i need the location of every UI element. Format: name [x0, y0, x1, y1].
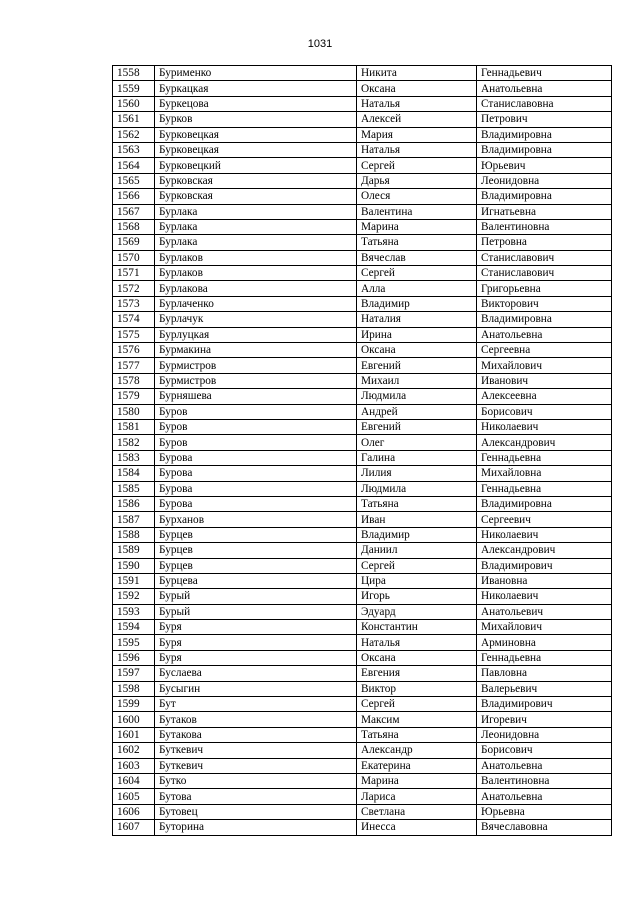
first-name-cell: Мария	[357, 127, 477, 142]
row-number-cell: 1597	[113, 666, 155, 681]
table-row	[113, 204, 612, 219]
first-name-cell: Инесса	[357, 820, 477, 835]
row-number-cell: 1607	[113, 820, 155, 835]
row-number-cell: 1567	[113, 204, 155, 219]
patronymic-cell: Николаевич	[477, 527, 612, 542]
patronymic-cell: Юрьевич	[477, 158, 612, 173]
surname-cell: Бурлаков	[155, 250, 357, 265]
row-number-cell: 1566	[113, 189, 155, 204]
table-row	[113, 496, 612, 511]
row-number-cell: 1606	[113, 804, 155, 819]
patronymic-cell: Михайловна	[477, 466, 612, 481]
first-name-cell: Даниил	[357, 543, 477, 558]
row-number-cell: 1600	[113, 712, 155, 727]
table-row	[113, 481, 612, 496]
row-number-cell: 1563	[113, 142, 155, 157]
patronymic-cell: Станиславовна	[477, 96, 612, 111]
table-row	[113, 681, 612, 696]
patronymic-cell: Вячеславовна	[477, 820, 612, 835]
surname-cell: Буткевич	[155, 758, 357, 773]
first-name-cell: Екатерина	[357, 758, 477, 773]
first-name-cell: Владимир	[357, 296, 477, 311]
patronymic-cell: Геннадьевна	[477, 481, 612, 496]
first-name-cell: Наталья	[357, 635, 477, 650]
patronymic-cell: Александрович	[477, 543, 612, 558]
row-number-cell: 1574	[113, 312, 155, 327]
table-row	[113, 81, 612, 96]
row-number-cell: 1568	[113, 219, 155, 234]
patronymic-cell: Борисович	[477, 743, 612, 758]
patronymic-cell: Леонидовна	[477, 727, 612, 742]
first-name-cell: Наталия	[357, 312, 477, 327]
table-row	[113, 343, 612, 358]
row-number-cell: 1596	[113, 650, 155, 665]
surname-cell: Бусыгин	[155, 681, 357, 696]
table-row	[113, 235, 612, 250]
surname-cell: Бурлакова	[155, 281, 357, 296]
row-number-cell: 1598	[113, 681, 155, 696]
first-name-cell: Александр	[357, 743, 477, 758]
table-row	[113, 435, 612, 450]
table-row	[113, 789, 612, 804]
patronymic-cell: Владимировна	[477, 312, 612, 327]
surname-cell: Бурова	[155, 481, 357, 496]
patronymic-cell: Геннадьевна	[477, 450, 612, 465]
table-row	[113, 466, 612, 481]
patronymic-cell: Владимировна	[477, 496, 612, 511]
table-row	[113, 635, 612, 650]
row-number-cell: 1593	[113, 604, 155, 619]
table-row	[113, 820, 612, 835]
first-name-cell: Сергей	[357, 158, 477, 173]
first-name-cell: Оксана	[357, 81, 477, 96]
first-name-cell: Андрей	[357, 404, 477, 419]
first-name-cell: Светлана	[357, 804, 477, 819]
table-row	[113, 620, 612, 635]
surname-cell: Бурова	[155, 496, 357, 511]
surname-cell: Бурковская	[155, 173, 357, 188]
row-number-cell: 1572	[113, 281, 155, 296]
patronymic-cell: Владимирович	[477, 558, 612, 573]
patronymic-cell: Михайлович	[477, 358, 612, 373]
surname-cell: Бут	[155, 697, 357, 712]
patronymic-cell: Анатольевна	[477, 81, 612, 96]
patronymic-cell: Владимирович	[477, 697, 612, 712]
first-name-cell: Татьяна	[357, 727, 477, 742]
surname-cell: Бурова	[155, 466, 357, 481]
row-number-cell: 1595	[113, 635, 155, 650]
patronymic-cell: Геннадьевна	[477, 650, 612, 665]
surname-cell: Бурковецкий	[155, 158, 357, 173]
first-name-cell: Алексей	[357, 112, 477, 127]
surname-cell: Бурлачук	[155, 312, 357, 327]
first-name-cell: Сергей	[357, 558, 477, 573]
row-number-cell: 1601	[113, 727, 155, 742]
row-number-cell: 1587	[113, 512, 155, 527]
table-row	[113, 727, 612, 742]
surname-cell: Буров	[155, 435, 357, 450]
row-number-cell: 1592	[113, 589, 155, 604]
surname-cell: Бурцев	[155, 558, 357, 573]
first-name-cell: Цира	[357, 573, 477, 588]
patronymic-cell: Станиславович	[477, 250, 612, 265]
first-name-cell: Наталья	[357, 142, 477, 157]
surname-cell: Бурмакина	[155, 343, 357, 358]
surname-cell: Бурлака	[155, 219, 357, 234]
row-number-cell: 1604	[113, 773, 155, 788]
patronymic-cell: Владимировна	[477, 189, 612, 204]
surname-cell: Бурковецкая	[155, 127, 357, 142]
table-row	[113, 219, 612, 234]
row-number-cell: 1605	[113, 789, 155, 804]
table-row	[113, 358, 612, 373]
surname-cell: Буров	[155, 419, 357, 434]
patronymic-cell: Ивановна	[477, 573, 612, 588]
table-row	[113, 404, 612, 419]
first-name-cell: Галина	[357, 450, 477, 465]
surname-cell: Бутовец	[155, 804, 357, 819]
table-row	[113, 66, 612, 81]
row-number-cell: 1561	[113, 112, 155, 127]
table-row	[113, 589, 612, 604]
surname-cell: Буторина	[155, 820, 357, 835]
row-number-cell: 1602	[113, 743, 155, 758]
roster-table	[112, 65, 612, 836]
first-name-cell: Никита	[357, 66, 477, 81]
patronymic-cell: Григорьевна	[477, 281, 612, 296]
table-row	[113, 697, 612, 712]
first-name-cell: Ирина	[357, 327, 477, 342]
surname-cell: Бурлуцкая	[155, 327, 357, 342]
table-row	[113, 604, 612, 619]
table-row	[113, 543, 612, 558]
row-number-cell: 1603	[113, 758, 155, 773]
patronymic-cell: Петровна	[477, 235, 612, 250]
surname-cell: Бутаков	[155, 712, 357, 727]
row-number-cell: 1580	[113, 404, 155, 419]
first-name-cell: Марина	[357, 219, 477, 234]
table-row	[113, 296, 612, 311]
patronymic-cell: Игоревич	[477, 712, 612, 727]
table-row	[113, 173, 612, 188]
patronymic-cell: Анатольевна	[477, 758, 612, 773]
first-name-cell: Татьяна	[357, 496, 477, 511]
first-name-cell: Людмила	[357, 389, 477, 404]
surname-cell: Бурцев	[155, 527, 357, 542]
patronymic-cell: Арминовна	[477, 635, 612, 650]
row-number-cell: 1584	[113, 466, 155, 481]
surname-cell: Буткевич	[155, 743, 357, 758]
table-row	[113, 250, 612, 265]
surname-cell: Бурханов	[155, 512, 357, 527]
first-name-cell: Вячеслав	[357, 250, 477, 265]
first-name-cell: Иван	[357, 512, 477, 527]
patronymic-cell: Николаевич	[477, 589, 612, 604]
row-number-cell: 1562	[113, 127, 155, 142]
first-name-cell: Лариса	[357, 789, 477, 804]
patronymic-cell: Леонидовна	[477, 173, 612, 188]
table-row	[113, 743, 612, 758]
surname-cell: Буслаева	[155, 666, 357, 681]
table-row	[113, 650, 612, 665]
first-name-cell: Евгений	[357, 358, 477, 373]
table-row	[113, 312, 612, 327]
patronymic-cell: Павловна	[477, 666, 612, 681]
table-row	[113, 373, 612, 388]
patronymic-cell: Сергеевна	[477, 343, 612, 358]
table-row	[113, 712, 612, 727]
surname-cell: Бурова	[155, 450, 357, 465]
table-row	[113, 666, 612, 681]
row-number-cell: 1565	[113, 173, 155, 188]
first-name-cell: Алла	[357, 281, 477, 296]
table-row	[113, 573, 612, 588]
table-row	[113, 527, 612, 542]
row-number-cell: 1589	[113, 543, 155, 558]
table-row	[113, 389, 612, 404]
row-number-cell: 1573	[113, 296, 155, 311]
surname-cell: Бурлака	[155, 204, 357, 219]
patronymic-cell: Валентиновна	[477, 219, 612, 234]
patronymic-cell: Борисович	[477, 404, 612, 419]
surname-cell: Бурмистров	[155, 373, 357, 388]
surname-cell: Бутова	[155, 789, 357, 804]
row-number-cell: 1582	[113, 435, 155, 450]
surname-cell: Бурый	[155, 604, 357, 619]
patronymic-cell: Сергеевич	[477, 512, 612, 527]
table-row	[113, 189, 612, 204]
first-name-cell: Олеся	[357, 189, 477, 204]
surname-cell: Бурмистров	[155, 358, 357, 373]
first-name-cell: Людмила	[357, 481, 477, 496]
first-name-cell: Эдуард	[357, 604, 477, 619]
surname-cell: Буров	[155, 404, 357, 419]
table-row	[113, 158, 612, 173]
patronymic-cell: Станиславович	[477, 266, 612, 281]
first-name-cell: Константин	[357, 620, 477, 635]
patronymic-cell: Геннадьевич	[477, 66, 612, 81]
table-row	[113, 450, 612, 465]
first-name-cell: Оксана	[357, 650, 477, 665]
patronymic-cell: Юрьевна	[477, 804, 612, 819]
surname-cell: Бурлака	[155, 235, 357, 250]
patronymic-cell: Михайлович	[477, 620, 612, 635]
first-name-cell: Лилия	[357, 466, 477, 481]
row-number-cell: 1588	[113, 527, 155, 542]
first-name-cell: Максим	[357, 712, 477, 727]
row-number-cell: 1571	[113, 266, 155, 281]
row-number-cell: 1576	[113, 343, 155, 358]
patronymic-cell: Александрович	[477, 435, 612, 450]
surname-cell: Бурлаков	[155, 266, 357, 281]
patronymic-cell: Владимировна	[477, 142, 612, 157]
row-number-cell: 1599	[113, 697, 155, 712]
roster-table-body	[113, 66, 612, 836]
surname-cell: Буря	[155, 650, 357, 665]
patronymic-cell: Николаевич	[477, 419, 612, 434]
surname-cell: Буря	[155, 620, 357, 635]
table-row	[113, 327, 612, 342]
table-row	[113, 773, 612, 788]
surname-cell: Бурняшева	[155, 389, 357, 404]
row-number-cell: 1559	[113, 81, 155, 96]
surname-cell: Буркецова	[155, 96, 357, 111]
first-name-cell: Валентина	[357, 204, 477, 219]
surname-cell: Бурковецкая	[155, 142, 357, 157]
table-row	[113, 804, 612, 819]
patronymic-cell: Алексеевна	[477, 389, 612, 404]
table-row	[113, 758, 612, 773]
row-number-cell: 1569	[113, 235, 155, 250]
surname-cell: Бурцев	[155, 543, 357, 558]
first-name-cell: Татьяна	[357, 235, 477, 250]
row-number-cell: 1594	[113, 620, 155, 635]
surname-cell: Бурименко	[155, 66, 357, 81]
table-row	[113, 142, 612, 157]
surname-cell: Бутко	[155, 773, 357, 788]
surname-cell: Буркацкая	[155, 81, 357, 96]
first-name-cell: Сергей	[357, 697, 477, 712]
table-row	[113, 558, 612, 573]
patronymic-cell: Игнатьевна	[477, 204, 612, 219]
table-row	[113, 512, 612, 527]
row-number-cell: 1570	[113, 250, 155, 265]
first-name-cell: Евгений	[357, 419, 477, 434]
patronymic-cell: Анатольевна	[477, 327, 612, 342]
first-name-cell: Олег	[357, 435, 477, 450]
row-number-cell: 1583	[113, 450, 155, 465]
row-number-cell: 1586	[113, 496, 155, 511]
patronymic-cell: Валентиновна	[477, 773, 612, 788]
row-number-cell: 1558	[113, 66, 155, 81]
first-name-cell: Владимир	[357, 527, 477, 542]
table-row	[113, 96, 612, 111]
surname-cell: Бурковская	[155, 189, 357, 204]
surname-cell: Буря	[155, 635, 357, 650]
surname-cell: Бурков	[155, 112, 357, 127]
first-name-cell: Евгения	[357, 666, 477, 681]
row-number-cell: 1579	[113, 389, 155, 404]
table-row	[113, 112, 612, 127]
table-row	[113, 281, 612, 296]
page-number: 1031	[307, 38, 333, 50]
table-row	[113, 127, 612, 142]
first-name-cell: Марина	[357, 773, 477, 788]
table-row	[113, 419, 612, 434]
patronymic-cell: Владимировна	[477, 127, 612, 142]
surname-cell: Бурый	[155, 589, 357, 604]
row-number-cell: 1578	[113, 373, 155, 388]
first-name-cell: Дарья	[357, 173, 477, 188]
first-name-cell: Игорь	[357, 589, 477, 604]
patronymic-cell: Викторович	[477, 296, 612, 311]
first-name-cell: Сергей	[357, 266, 477, 281]
surname-cell: Бурлаченко	[155, 296, 357, 311]
patronymic-cell: Анатольевич	[477, 604, 612, 619]
patronymic-cell: Иванович	[477, 373, 612, 388]
row-number-cell: 1577	[113, 358, 155, 373]
surname-cell: Бурцева	[155, 573, 357, 588]
row-number-cell: 1590	[113, 558, 155, 573]
patronymic-cell: Валерьевич	[477, 681, 612, 696]
row-number-cell: 1585	[113, 481, 155, 496]
surname-cell: Бутакова	[155, 727, 357, 742]
row-number-cell: 1581	[113, 419, 155, 434]
row-number-cell: 1564	[113, 158, 155, 173]
table-row	[113, 266, 612, 281]
patronymic-cell: Анатольевна	[477, 789, 612, 804]
row-number-cell: 1560	[113, 96, 155, 111]
first-name-cell: Михаил	[357, 373, 477, 388]
first-name-cell: Виктор	[357, 681, 477, 696]
row-number-cell: 1575	[113, 327, 155, 342]
first-name-cell: Оксана	[357, 343, 477, 358]
first-name-cell: Наталья	[357, 96, 477, 111]
row-number-cell: 1591	[113, 573, 155, 588]
patronymic-cell: Петрович	[477, 112, 612, 127]
